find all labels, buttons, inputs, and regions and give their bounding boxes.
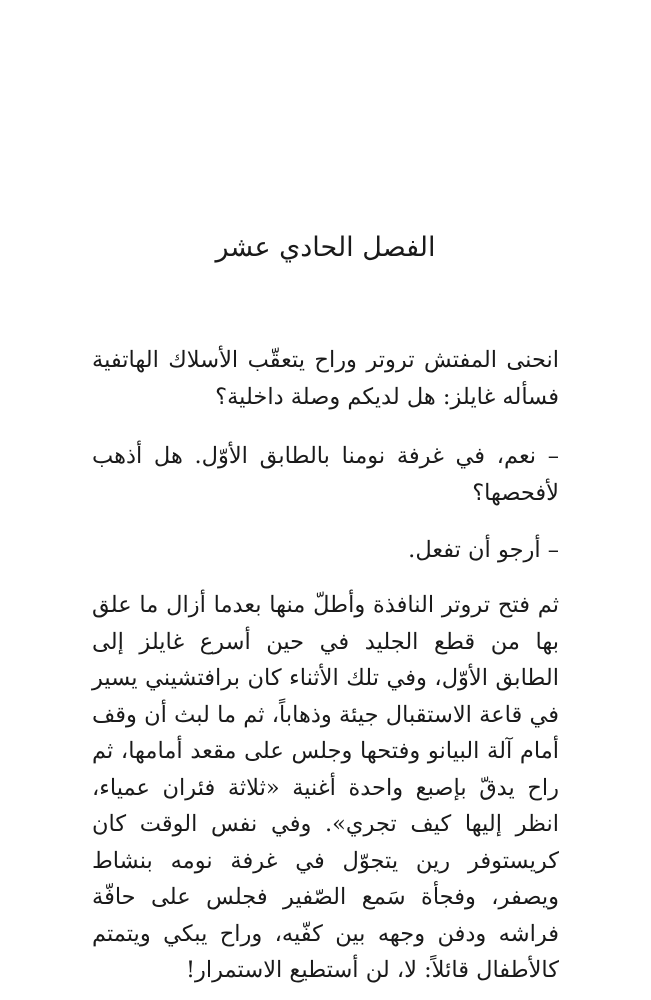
- paragraph-dialogue-extension: – نعم، في غرفة نومنا بالطابق الأوّل. هل أذهب لأفحصها؟: [92, 443, 559, 506]
- paragraph-narrative: ثم فتح تروتر النافذة وأطلّ منها بعدما أزال ما علق بها من قطع الجليد في حين أسرع غايلز إلى الطابق الأوّل، وفي تلك الأثناء كان برافتشيني يسير في قاعة الاستقبال جيئة وذهاباً، ثم ما لبث أن وقف أمام آلة البيانو وفتحها وجلس على مقعد أمامها، ثم راح يدقّ بإصبع واحدة أغنية «ثلاثة فئران عمياء، انظر إليها كيف تجري». وفي نفس الوقت كان كريستوفر رين يتجوّل في غرفة نومه بنشاط ويصفر، وفجأة سَمع الصّفير فجلس على حافّة فراشه ودفن وجهه بين كفّيه، وراح يبكي ويتمتم كالأطفال قائلاً: لا، لن أستطيع الاستمرار!: [92, 592, 559, 983]
- paragraph-dialogue-please: – أرجو أن تفعل.: [408, 537, 559, 563]
- paragraph-inspector-wires: انحنى المفتش تروتر وراح يتعقّب الأسلاك الهاتفية فسأله غايلز: هل لديكم وصلة داخلية؟: [92, 347, 559, 410]
- chapter-title: الفصل الحادي عشر: [215, 232, 436, 263]
